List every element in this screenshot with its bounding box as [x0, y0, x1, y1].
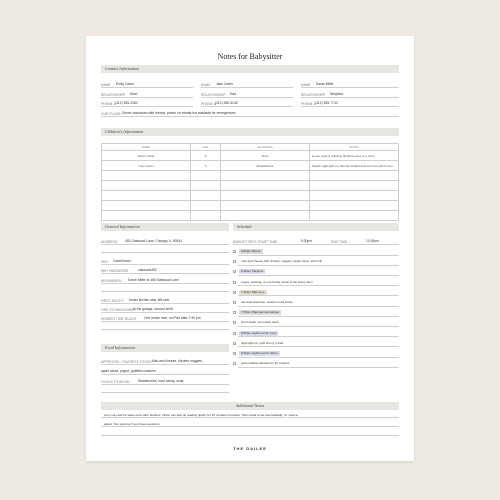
header-notes: NOTES [309, 144, 398, 151]
start-end-line [233, 244, 399, 245]
start-time-value: 5:30pm [301, 239, 312, 243]
additional-notes-rule-1 [101, 417, 399, 418]
address-value: 452 Oakwood Lane, Chicago, IL 60614 [125, 239, 183, 243]
schedule-line [238, 306, 399, 307]
schedule-item: quiet reading allowed for 15 minutes [241, 361, 290, 366]
schedule-item: brush teeth, two books each [241, 320, 279, 325]
table-row [102, 191, 399, 201]
our-plans-value: Dinner downtown with friends, phone on vibrate but available for emergencies. [122, 111, 237, 115]
screen-time-line-2 [101, 329, 229, 330]
food-section-header: Food Information [101, 344, 229, 352]
schedule-item: 6:30pm Playtime [241, 269, 264, 274]
babysitter-notes-sheet [86, 36, 414, 461]
contact-2-name-line [201, 87, 293, 88]
wifi-value: CarterHome [113, 259, 131, 263]
wifi-password-line [101, 273, 229, 274]
schedule-item: mac and cheese with chicken nuggets, apple slices, and milk [241, 259, 322, 264]
contact-3-name-label: NAME [301, 83, 311, 87]
schedule-checkbox[interactable] [233, 250, 236, 253]
contact-2-relationship-line [201, 97, 293, 98]
child-allergies: None [220, 151, 309, 161]
schedule-checkbox[interactable] [233, 321, 236, 324]
schedule-checkbox[interactable] [233, 352, 236, 355]
schedule-checkbox[interactable] [233, 260, 236, 263]
address-line-2 [101, 252, 229, 253]
schedule-item: night light on, pink bunny in bed [241, 340, 284, 345]
child-age: 3 [191, 161, 221, 171]
contact-2-relationship: Dad [230, 92, 237, 96]
schedule-checkbox[interactable] [233, 281, 236, 284]
page-title: Notes for Babysitter [217, 52, 283, 61]
wifi-label: WIFI: [101, 260, 110, 264]
table-row [102, 161, 399, 171]
contact-2-phone-line [201, 106, 293, 107]
schedule-line [238, 316, 399, 317]
contact-1-relationship: Mom [130, 92, 138, 96]
child-notes: Loves Lego & drawing. Bedtime story is a must. [309, 151, 398, 161]
foods-avoid-label: FOODS TO AVOID: [101, 380, 131, 384]
table-row [102, 181, 399, 191]
contact-3-phone: (312) 555-7743 [315, 101, 338, 105]
header-name: NAME [102, 144, 191, 151]
neighbors-value: Sarah Miller at 456 Oakwood Lane [128, 278, 179, 282]
table-row [102, 201, 399, 211]
schedule-item: 7:15pm Bath time [241, 289, 265, 294]
contact-3-relationship-label: RELATIONSHIP [301, 93, 326, 97]
schedule-line [238, 275, 399, 276]
schedule-checkbox[interactable] [233, 291, 236, 294]
schedule-checkbox[interactable] [233, 342, 236, 345]
children-table-header [102, 144, 399, 151]
screen-time-label: SCREEN TIME RULES: [101, 317, 137, 321]
approved-foods-value: Mac and cheese, chicken nuggets, [152, 359, 203, 363]
neighbors-line-2 [101, 291, 229, 292]
start-time-label: BABYSITTER'S START TIME: [233, 240, 279, 244]
contact-section-header: Contact Information [101, 65, 399, 73]
additional-notes-rule-3 [101, 435, 399, 436]
contact-1-phone-label: PHONE # [101, 102, 116, 106]
contact-2-phone-label: PHONE # [201, 102, 216, 106]
schedule-checkbox[interactable] [233, 362, 236, 365]
approved-foods-label: APPROVED / FAVORITE FOODS: [101, 360, 153, 364]
approved-foods-line-2 [101, 374, 229, 375]
child-age: 4 [191, 151, 221, 161]
wifi-password-value: oakwood452 [138, 268, 157, 272]
our-plans-line [101, 116, 399, 117]
schedule-line [238, 357, 399, 358]
footer-brand: THE DAILEE [233, 446, 267, 451]
address-label: ADDRESS: [101, 240, 119, 244]
header-age: AGE [191, 144, 221, 151]
schedule-line [238, 336, 399, 337]
address-line [101, 244, 229, 245]
contact-3-relationship-line [301, 97, 399, 98]
table-row [102, 211, 399, 221]
schedule-line [238, 326, 399, 327]
schedule-line [238, 265, 399, 266]
fire-extinguisher-line [101, 312, 229, 313]
contact-1-relationship-line [101, 97, 193, 98]
screen-time-line [101, 321, 229, 322]
our-plans-label: OUR PLANS: [101, 112, 122, 116]
contact-3-name-line [301, 87, 399, 88]
schedule-line [238, 255, 399, 256]
screen-time-value: One movie max, no iPad after 7:30 pm [144, 316, 201, 320]
contact-3-phone-line [301, 106, 399, 107]
schedule-checkbox[interactable] [233, 311, 236, 314]
child-notes: Needs night light on; favorite stuffed animal is the pink bunny. [309, 161, 398, 171]
children-section-header: Children's Information [101, 128, 399, 136]
contact-2-relationship-label: RELATIONSHIP [201, 93, 226, 97]
children-table [101, 143, 399, 221]
general-section-header: General Information [101, 223, 229, 231]
contact-3-phone-label: PHONE # [301, 102, 316, 106]
schedule-line [238, 285, 399, 286]
fire-extinguisher-value: In the garage, second shelf [133, 307, 173, 311]
table-row [102, 151, 399, 161]
contact-3-relationship: Neighbor [330, 92, 344, 96]
foods-avoid-line-2 [101, 392, 229, 393]
schedule-checkbox[interactable] [233, 301, 236, 304]
approved-foods-line [101, 364, 229, 365]
additional-notes-line-2: adjust. Text anytime if you have questions. [104, 422, 161, 426]
end-time-label: END TIME: [331, 240, 348, 244]
table-row [102, 171, 399, 181]
schedule-item: 8:30pm Lights out for Oliver [241, 351, 278, 355]
schedule-line [238, 295, 399, 296]
fire-extinguisher-label: FIRE EXTINGUISHER: [101, 308, 136, 312]
schedule-line [238, 367, 399, 368]
contact-2-name-label: NAME [201, 83, 211, 87]
contact-3-name: Sarah Miller [316, 82, 334, 86]
end-time-value: 10:30pm [366, 239, 379, 243]
contact-1-name-label: NAME [101, 83, 111, 87]
contact-1-name: Emily Carter [116, 82, 135, 86]
schedule-item: use kids shampoo, towels in hall closet [241, 300, 293, 304]
contact-2-phone: (312) 555-3145 [215, 101, 238, 105]
contact-1-name-line [101, 87, 193, 88]
approved-foods-value-2: apple slices, yogurt, goldfish crackers [101, 369, 156, 373]
contact-2-name: Jake Carter [216, 82, 234, 86]
neighbors-label: NEIGHBORS: [101, 279, 123, 283]
schedule-item: 6:00pm Dinner [241, 249, 261, 253]
wifi-password-label: WIFI PASSWORD: [101, 269, 130, 273]
additional-notes-rule-2 [101, 426, 399, 427]
contact-1-phone: (312) 555-2384 [115, 101, 138, 105]
neighbors-line [101, 283, 229, 284]
contact-1-relationship-label: RELATIONSHIP [101, 93, 126, 97]
schedule-item: Legos, coloring, or one family movie in the living room [241, 279, 313, 284]
child-name: Oliver Carter [102, 151, 191, 161]
additional-notes-header: Additional Notes [101, 402, 399, 410]
child-name: Lucy Carter [102, 161, 191, 171]
additional-notes-line-1: Lucy may ask for water once after bedtime. Oliver can stay up reading quietly for 15 minutes if needed. Thermostat is set automatically, no need to [104, 413, 299, 417]
foods-avoid-line [101, 384, 229, 385]
child-allergies: Strawberries [220, 161, 309, 171]
schedule-section-header: Schedule [233, 223, 399, 231]
schedule-checkbox[interactable] [233, 270, 236, 273]
first-aid-value: Under kitchen sink, left side [129, 298, 170, 302]
schedule-line [238, 346, 399, 347]
wifi-line [101, 264, 229, 265]
header-allergies: ALLERGIES [220, 144, 309, 151]
schedule-item: 7:45pm Pajamas and stories [241, 310, 280, 315]
first-aid-label: FIRST AID KIT: [101, 299, 124, 303]
foods-avoid-value: Strawberries, hard candy, soda [138, 379, 184, 383]
schedule-item: 8:00pm Lights out for Lucy [241, 330, 277, 335]
contact-1-phone-line [101, 106, 193, 107]
schedule-checkbox[interactable] [233, 332, 236, 335]
first-aid-line [101, 303, 229, 304]
